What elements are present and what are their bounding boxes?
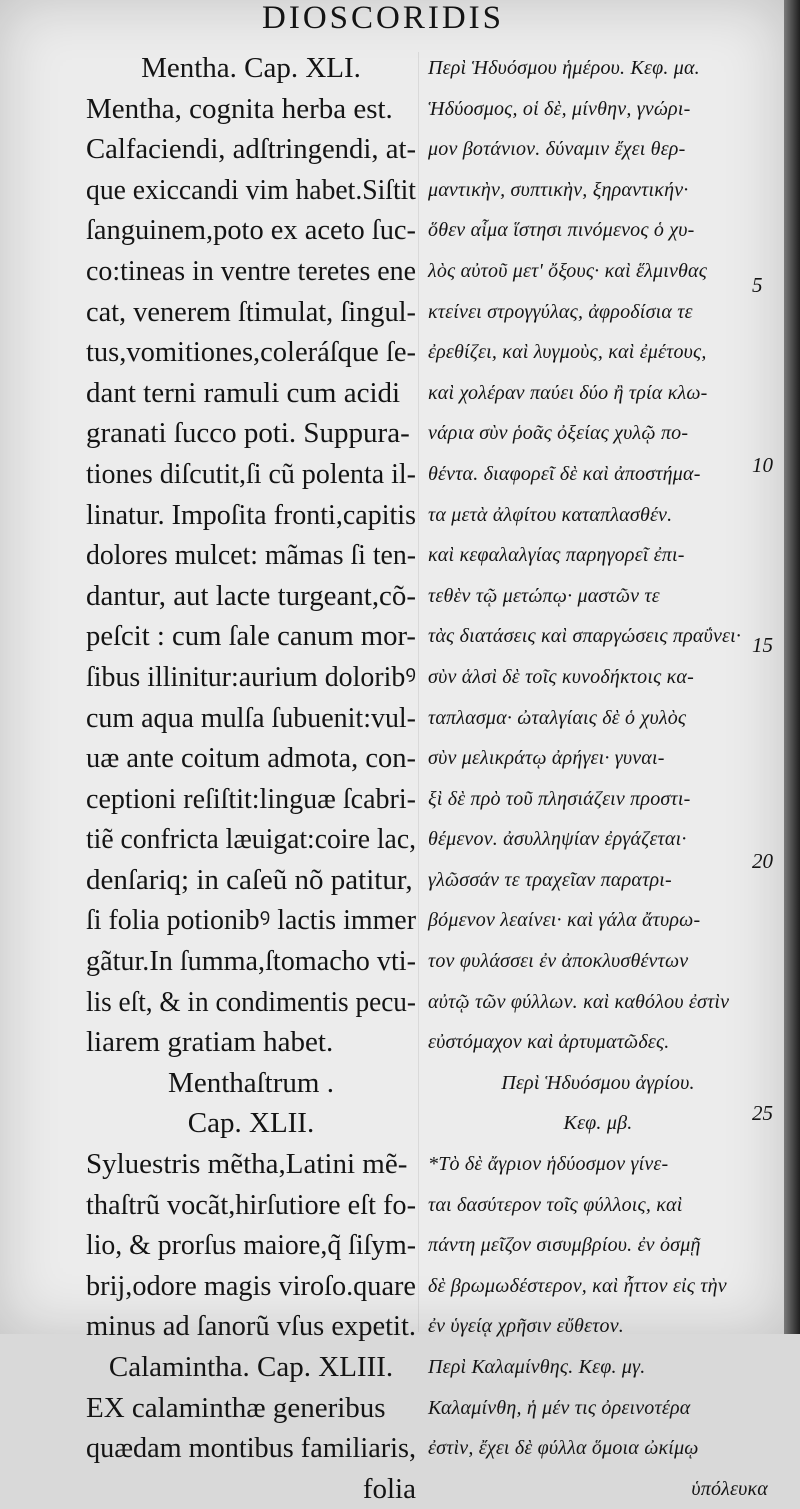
margin-line-number: 25 bbox=[752, 1101, 773, 1125]
latin-text-line: que exiccandi vim habet.Siſtit bbox=[86, 173, 416, 206]
latin-text-line: peſcit : cum ſale canum mor- bbox=[86, 620, 416, 653]
greek-text-line: Κεφ. μβ. bbox=[563, 1112, 633, 1135]
latin-text-line: co:tineas in ventre teretes ene bbox=[86, 254, 416, 287]
latin-text-line: brij,odore magis viroſo.quare bbox=[86, 1269, 416, 1302]
greek-text-line: γλῶσσάν τε τραχεῖαν παρατρι- bbox=[428, 868, 672, 891]
greek-text-line: τὰς διατάσεις καὶ σπαργώσεις πραΰνει· bbox=[428, 625, 742, 648]
greek-text-line: τα μετὰ ἀλφίτου καταπλασθέν. bbox=[428, 503, 673, 526]
greek-text-line: μαντικὴν, συπτικὴν, ξηραντικήν· bbox=[428, 178, 689, 201]
latin-text-line: thaſtrũ vocãt,hirſutiore eſt fo- bbox=[86, 1188, 416, 1221]
greek-text-line: Περὶ Ἡδυόσμου ἡμέρου. Κεφ. μα. bbox=[428, 57, 700, 79]
latin-text-line: ſibus illinitur:aurium doloribꝰ bbox=[86, 660, 416, 693]
latin-text-line: Syluestris mẽtha,Latini mẽ- bbox=[86, 1148, 408, 1181]
latin-text-line: folia bbox=[362, 1472, 416, 1505]
latin-text-line: denſariq; in caſeũ nõ patitur, bbox=[86, 863, 413, 896]
greek-text-line: ἐρεθίζει, καὶ λυγμοὺς, καὶ ἐμέτους, bbox=[428, 341, 707, 364]
latin-text-line: ſi folia potionibꝰ lactis immer bbox=[86, 904, 416, 937]
latin-text-line: Menthaſtrum . bbox=[168, 1066, 334, 1099]
latin-text-line: tiẽ confricta læuigat:coire lac, bbox=[86, 823, 416, 856]
greek-text-line: λὸς αὐτοῦ μετ' ὄξους· καὶ ἕλμινθας bbox=[428, 259, 708, 282]
greek-text-line: σὺν μελικράτῳ ἀρήγει· γυναι- bbox=[428, 747, 665, 770]
greek-text-line: νάρια σὺν ῥοᾶς ὀξείας χυλῷ πο- bbox=[428, 422, 689, 445]
greek-text-line: Περὶ Καλαμίνθης. Κεφ. μγ. bbox=[428, 1356, 646, 1378]
latin-text-line: dolores mulcet: mãmas ſi ten- bbox=[86, 539, 416, 572]
greek-text-line: Καλαμίνθη, ἡ μέν τις ὀρεινοτέρα bbox=[428, 1396, 691, 1419]
latin-text-line: lio, & prorſus maiore,q̃ ſiſym- bbox=[86, 1229, 416, 1262]
greek-text-line: ὑπόλευκα bbox=[691, 1477, 768, 1500]
latin-text-line: Calfaciendi, adſtringendi, at- bbox=[86, 133, 416, 166]
latin-text-line: cum aqua mulſa ſubuenit:vul- bbox=[86, 701, 416, 734]
latin-text-line: Calamintha. Cap. XLIII. bbox=[108, 1351, 394, 1383]
latin-text-line: ſanguinem,poto ex aceto ſuc- bbox=[86, 214, 416, 247]
latin-text-line: lis eſt, & in condimentis pecu- bbox=[86, 985, 416, 1018]
latin-text-line: liarem gratiam habet. bbox=[86, 1026, 334, 1059]
greek-text-line: *Τὸ δὲ ἄγριον ἡδύοσμον γίνε- bbox=[428, 1153, 669, 1176]
greek-column bbox=[428, 48, 768, 1509]
greek-text-line: Ἡδύοσμος, οἱ δὲ, μίνθην, γνώρι- bbox=[428, 97, 691, 120]
greek-text-line: τον φυλάσσει ἐν ἀποκλυσθέντων bbox=[428, 950, 689, 973]
latin-text-line: ceptioni reſiſtit:linguæ ſcabri- bbox=[86, 782, 416, 815]
latin-text-line: Cap. XLII. bbox=[187, 1107, 315, 1140]
margin-line-number: 15 bbox=[752, 633, 773, 657]
greek-text-line: αὐτῷ τῶν φύλλων. καὶ καθόλου ἐστὶν bbox=[428, 990, 730, 1013]
latin-text-line: EX calaminthæ generibus bbox=[86, 1391, 386, 1424]
greek-text-line: τεθὲν τῷ μετώπῳ· μαστῶν τε bbox=[428, 584, 660, 607]
greek-text-line: κτείνει στρογγύλας, ἀφροδίσια τε bbox=[428, 300, 693, 323]
latin-text-line: dantur, aut lacte turgeant,cõ- bbox=[86, 579, 416, 612]
latin-text-line: linatur. Impoſita fronti,capitis bbox=[86, 498, 416, 531]
latin-text-line: granati ſucco poti. Suppura- bbox=[86, 417, 410, 450]
greek-text-line: καὶ κεφαλαλγίας παρηγορεῖ ἐπι- bbox=[428, 544, 685, 567]
greek-text-line: ἐν ὑγείᾳ χρῆσιν εὔθετον. bbox=[428, 1315, 624, 1338]
margin-line-number: 10 bbox=[752, 453, 773, 477]
greek-text-line: σὺν ἁλσὶ δὲ τοῖς κυνοδήκτοις κα- bbox=[428, 665, 694, 688]
greek-text-line: ἐστὶν, ἔχει δὲ φύλλα ὅμοια ὠκίμῳ bbox=[428, 1437, 699, 1460]
greek-text-line: ξὶ δὲ πρὸ τοῦ πλησιάζειν προστι- bbox=[428, 787, 691, 810]
latin-text-line: dant terni ramuli cum acidi bbox=[86, 376, 401, 409]
greek-text-line: δὲ βρωμωδέστερον, καὶ ἧττον εἰς τὴν bbox=[428, 1274, 727, 1297]
greek-text-line: εὐστόμαχον καὶ ἀρτυματῶδες. bbox=[428, 1031, 670, 1054]
greek-text-line: ται δασύτερον τοῖς φύλλοις, καὶ bbox=[428, 1193, 683, 1216]
latin-text-line: quædam montibus familiaris, bbox=[86, 1432, 416, 1465]
greek-text-line: θέμενον. ἀσυλληψίαν ἐργάζεται· bbox=[428, 828, 687, 851]
latin-text-line: Mentha, cognita herba est. bbox=[86, 92, 393, 125]
margin-line-number: 20 bbox=[752, 849, 773, 873]
latin-column bbox=[86, 48, 416, 1509]
margin-line-number: 5 bbox=[752, 273, 763, 297]
column-divider bbox=[418, 52, 419, 1332]
running-head: DIOSCORIDIS bbox=[262, 0, 505, 36]
latin-text-line: tus,vomitiones,coleráſque ſe- bbox=[86, 336, 416, 369]
latin-text-line: Mentha. Cap. XLI. bbox=[141, 52, 361, 84]
greek-text-line: βόμενον λεαίνει· καὶ γάλα ἄτυρω- bbox=[428, 909, 701, 932]
greek-text-line: μον βοτάνιον. δύναμιν ἔχει θερ- bbox=[428, 138, 686, 161]
latin-text-line: tiones diſcutit,ſi cũ polenta il- bbox=[86, 457, 416, 490]
greek-text-line: Περὶ Ἡδυόσμου ἀγρίου. bbox=[501, 1071, 695, 1094]
latin-text-line: gãtur.In ſumma,ſtomacho vti- bbox=[86, 945, 416, 978]
greek-text-line: θέντα. διαφορεῖ δὲ καὶ ἀποστήμα- bbox=[428, 462, 701, 485]
latin-text-line: uæ ante coitum admota, con- bbox=[86, 742, 416, 775]
greek-text-line: ὅθεν αἷμα ἵστησι πινόμενος ὁ χυ- bbox=[428, 219, 695, 242]
latin-text-line: minus ad ſanorũ vſus expetit. bbox=[86, 1310, 416, 1343]
greek-text-line: ταπλασμα· ὠταλγίαις δὲ ὁ χυλὸς bbox=[428, 706, 687, 729]
latin-text-line: cat, venerem ſtimulat, ſingul- bbox=[86, 295, 416, 328]
page-edge-shadow bbox=[784, 0, 800, 1334]
greek-text-line: καὶ χολέραν παύει δύο ἢ τρία κλω- bbox=[428, 381, 708, 404]
greek-text-line: πάντη μεῖζον σισυμβρίου. ἐν ὀσμῇ bbox=[428, 1234, 701, 1257]
